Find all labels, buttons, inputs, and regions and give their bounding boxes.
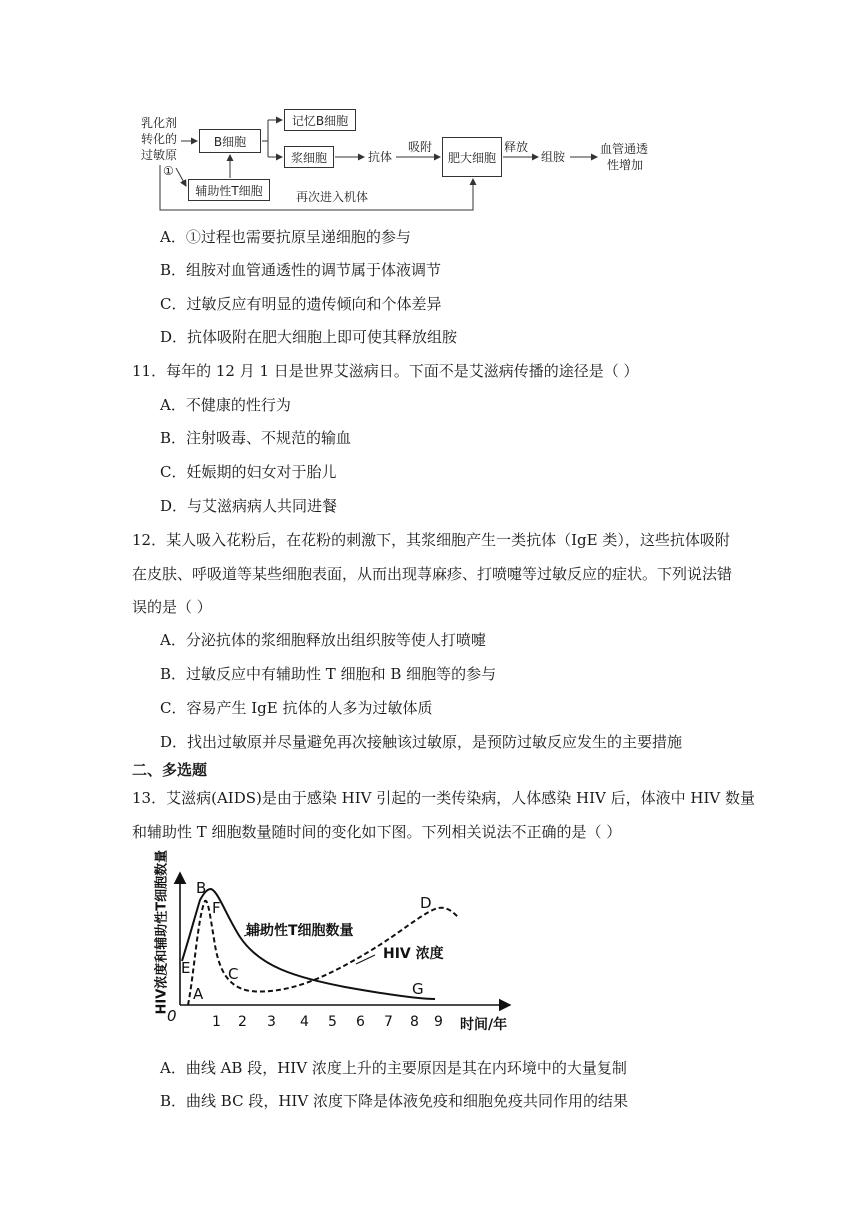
release-label: 释放 (504, 140, 529, 154)
q10-option-b: B．组胺对血管通透性的调节属于体液调节 (160, 261, 442, 279)
q12-stem-line-3: 误的是（ ） (132, 598, 212, 616)
reenter-label: 再次进入机体 (296, 190, 369, 204)
xtick-7: 7 (384, 1014, 393, 1030)
hiv-leader (356, 955, 375, 964)
process-one-label: ① (163, 164, 174, 178)
q12-stem-line-1: 12．某人吸入花粉后，在花粉的刺激下，其浆细胞产生一类抗体（IgE 类），这些抗体吸附 (132, 531, 730, 549)
q12-option-d: D．找出过敏原并尽量避免再次接触该过敏原，是预防过敏反应发生的主要措施 (160, 733, 683, 751)
helper-t-box: 辅助性T细胞 (188, 179, 270, 201)
point-f-label: F (212, 899, 221, 917)
q13-option-a: A．曲线 AB 段，HIV 浓度上升的主要原因是其在内环境中的大量复制 (160, 1059, 627, 1077)
q12-stem-line-2: 在皮肤、呼吸道等某些细胞表面，从而出现荨麻疹、打喷嚏等过敏反应的症状。下列说法错 (132, 565, 733, 583)
q12-option-b: B．过敏反应中有辅助性 T 细胞和 B 细胞等的参与 (160, 665, 497, 683)
plasma-cell-box: 浆细胞 (284, 146, 334, 168)
histamine-label: 组胺 (541, 150, 566, 164)
q11-option-d: D．与艾滋病病人共同进餐 (160, 497, 338, 515)
memory-b-box: 记忆B细胞 (284, 109, 356, 131)
q13-option-b: B．曲线 BC 段，HIV 浓度下降是体液免疫和细胞免疫共同作用的结果 (160, 1092, 628, 1110)
point-b-label: B (196, 879, 207, 897)
q11-stem: 11．每年的 12 月 1 日是世界艾滋病日。下面不是艾滋病传播的途径是（ ） (132, 362, 639, 380)
source-line-1: 乳化剂 (141, 116, 178, 130)
adsorb-label: 吸附 (408, 140, 433, 154)
point-e-label: E (181, 959, 191, 977)
flow-arrows (0, 0, 860, 220)
xtick-2: 2 (238, 1014, 247, 1030)
xtick-8: 8 (410, 1014, 419, 1030)
graph-canvas (160, 855, 520, 1040)
q12-option-c: C．容易产生 IgE 抗体的人多为过敏体质 (160, 699, 433, 717)
section-heading: 二、多选题 (132, 761, 208, 779)
q10-option-c: C．过敏反应有明显的遗传倾向和个体差异 (160, 295, 442, 313)
xtick-3: 3 (267, 1014, 276, 1030)
q10-option-a: A．①过程也需要抗原呈递细胞的参与 (160, 228, 411, 246)
point-c-label: C (228, 965, 239, 983)
q11-option-c: C．妊娠期的妇女对于胎儿 (160, 463, 337, 481)
xtick-9: 9 (434, 1014, 443, 1030)
source-line-2: 转化的 (141, 132, 178, 146)
t-cell-series-label: 辅助性T细胞数量 (246, 923, 354, 939)
result-line-1: 血管通透 (600, 142, 649, 156)
graph-xlabel: 时间/年 (460, 1017, 508, 1033)
q13-stem-line-1: 13．艾滋病(AIDS)是由于感染 HIV 引起的一类传染病，人体感染 HIV 后，体液中 HIV 数量 (132, 789, 755, 807)
xtick-1: 1 (212, 1014, 221, 1030)
hiv-series-label: HIV 浓度 (383, 946, 444, 962)
q11-option-a: A．不健康的性行为 (160, 396, 291, 414)
origin-label: 0 (167, 1007, 177, 1025)
xtick-5: 5 (328, 1014, 337, 1030)
graph-ylabel: HIV浓度和辅助性T细胞数量 (154, 849, 170, 1015)
point-d-label: D (420, 894, 432, 912)
result-line-2: 性增加 (607, 158, 644, 172)
point-a-label: A (193, 985, 204, 1003)
b-cell-box: B细胞 (199, 129, 261, 153)
q13-stem-line-2: 和辅助性 T 细胞数量随时间的变化如下图。下列相关说法不正确的是（ ） (132, 823, 622, 841)
antibody-label: 抗体 (368, 150, 393, 164)
xtick-6: 6 (356, 1014, 365, 1030)
mast-cell-box: 肥大细胞 (442, 137, 502, 177)
xtick-4: 4 (300, 1014, 309, 1030)
q10-option-d: D．抗体吸附在肥大细胞上即可使其释放组胺 (160, 328, 458, 346)
q11-option-b: B．注射吸毒、不规范的输血 (160, 429, 352, 447)
q12-option-a: A．分泌抗体的浆细胞释放出组织胺等使人打喷嚏 (160, 631, 486, 649)
point-g-label: G (412, 980, 424, 998)
source-line-3: 过敏原 (141, 148, 178, 162)
